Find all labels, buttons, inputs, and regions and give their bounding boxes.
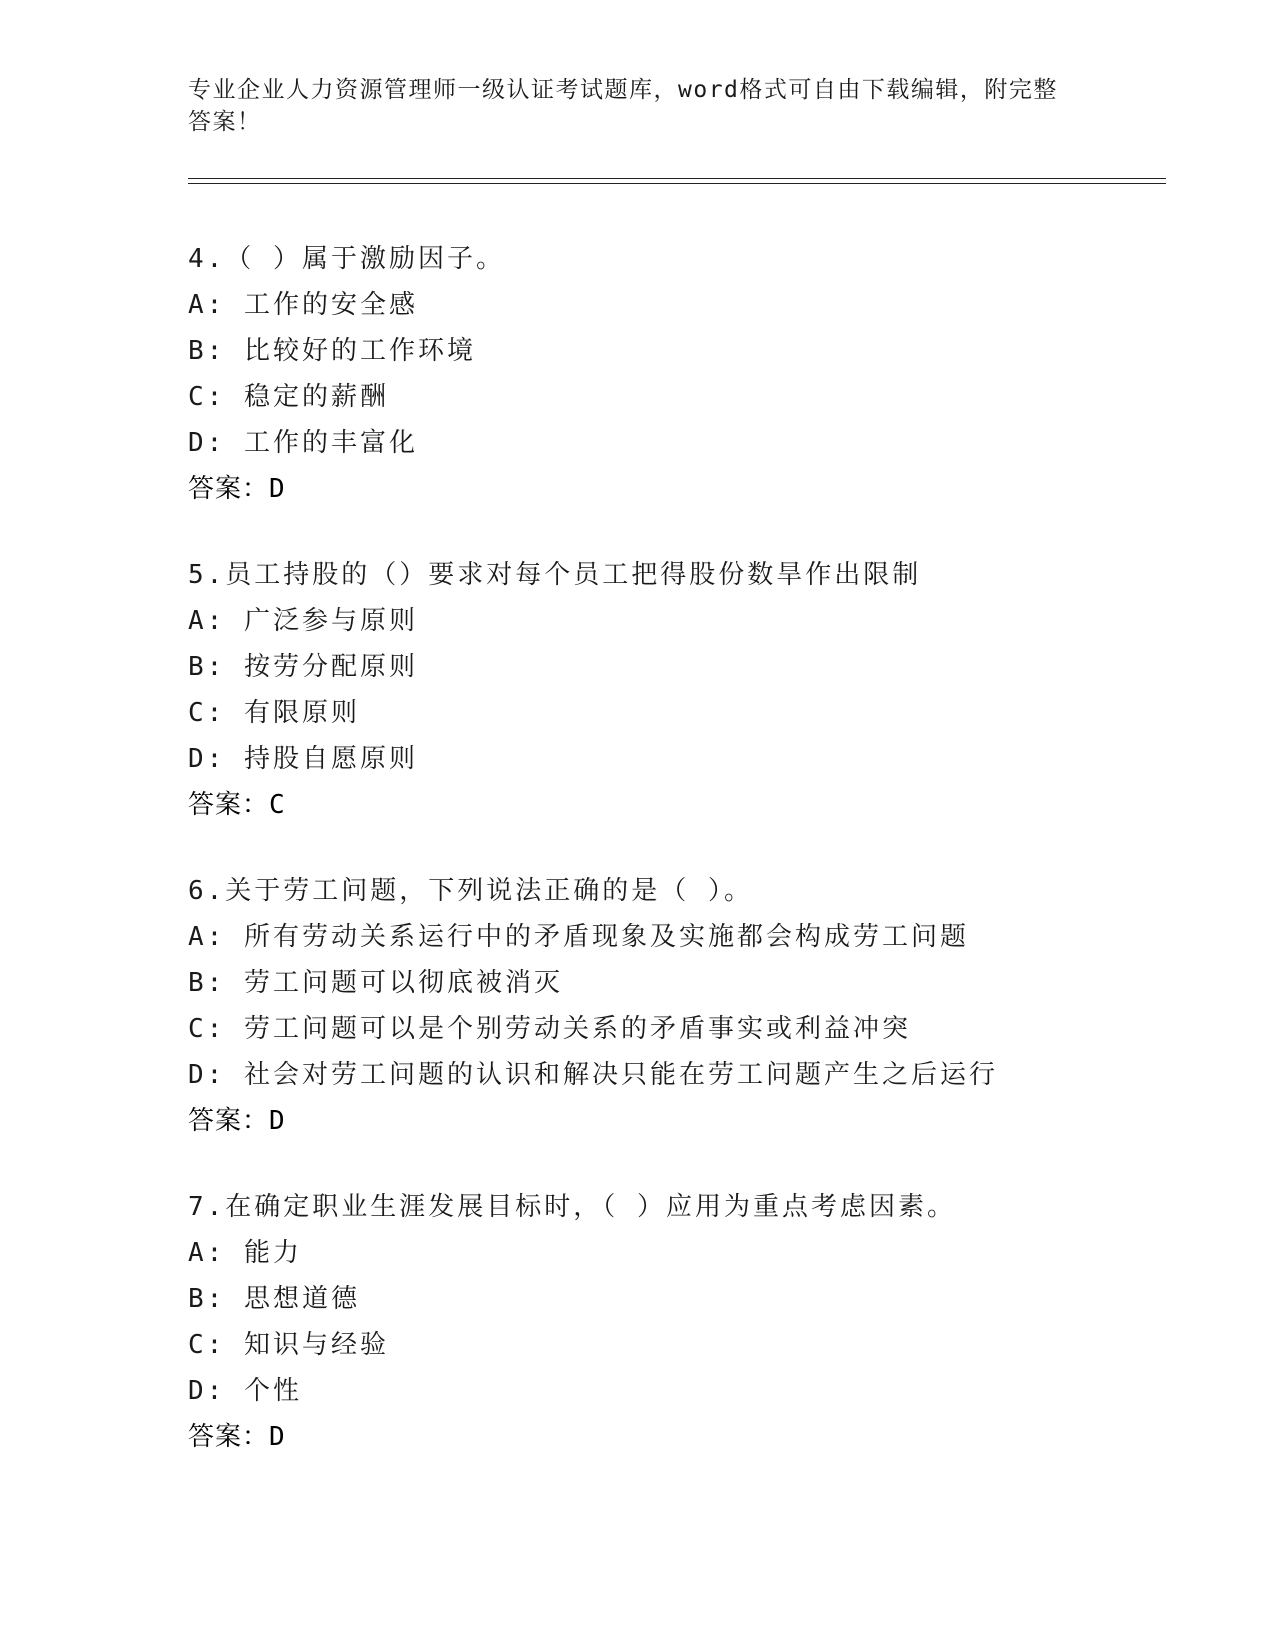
option-c: C: 有限原则 xyxy=(188,698,360,728)
answer-value: D xyxy=(269,1422,285,1452)
option-c: C: 知识与经验 xyxy=(188,1330,389,1360)
answer-label: 答案： xyxy=(188,790,270,820)
question-5 xyxy=(188,552,1188,828)
answer-line xyxy=(188,1098,1188,1144)
option-c: C: 劳工问题可以是个别劳动关系的矛盾事实或利益冲突 xyxy=(188,1014,911,1044)
header-line-2: 答案！ xyxy=(188,109,262,135)
header-line-1: 专业企业人力资源管理师一级认证考试题库，word格式可自由下载编辑，附完整 xyxy=(188,77,1058,103)
answer-label: 答案： xyxy=(188,1422,270,1452)
option-b: B: 比较好的工作环境 xyxy=(188,336,476,366)
question-stem: 4.（ ）属于激励因子。 xyxy=(188,244,505,274)
option-d: D: 个性 xyxy=(188,1376,302,1406)
option-c: C: 稳定的薪酬 xyxy=(188,382,389,412)
document-header xyxy=(188,74,1088,138)
answer-value: D xyxy=(269,1106,285,1136)
answer-value: D xyxy=(269,474,285,504)
question-6 xyxy=(188,868,1188,1144)
answer-label: 答案： xyxy=(188,1106,270,1136)
option-d: D: 持股自愿原则 xyxy=(188,744,418,774)
answer-value: C xyxy=(269,790,285,820)
answer-line xyxy=(188,782,1188,828)
option-a: A: 能力 xyxy=(188,1238,302,1268)
option-d: D: 社会对劳工问题的认识和解决只能在劳工问题产生之后运行 xyxy=(188,1060,998,1090)
question-stem: 6.关于劳工问题，下列说法正确的是（ ）。 xyxy=(188,876,753,906)
header-double-rule xyxy=(188,178,1166,184)
question-4 xyxy=(188,236,1188,512)
option-a: A: 工作的安全感 xyxy=(188,290,418,320)
answer-line xyxy=(188,466,1188,512)
question-stem: 5.员工持股的（）要求对每个员工把得股份数旱作出限制 xyxy=(188,560,922,590)
option-b: B: 思想道德 xyxy=(188,1284,360,1314)
answer-label: 答案： xyxy=(188,474,270,504)
option-a: A: 所有劳动关系运行中的矛盾现象及实施都会构成劳工问题 xyxy=(188,922,969,952)
option-a: A: 广泛参与原则 xyxy=(188,606,418,636)
option-d: D: 工作的丰富化 xyxy=(188,428,418,458)
answer-line xyxy=(188,1414,1188,1460)
option-b: B: 按劳分配原则 xyxy=(188,652,418,682)
option-b: B: 劳工问题可以彻底被消灭 xyxy=(188,968,563,998)
question-7 xyxy=(188,1184,1188,1460)
question-stem: 7.在确定职业生涯发展目标时，（ ）应用为重点考虑因素。 xyxy=(188,1192,956,1222)
question-list xyxy=(188,236,1188,1500)
